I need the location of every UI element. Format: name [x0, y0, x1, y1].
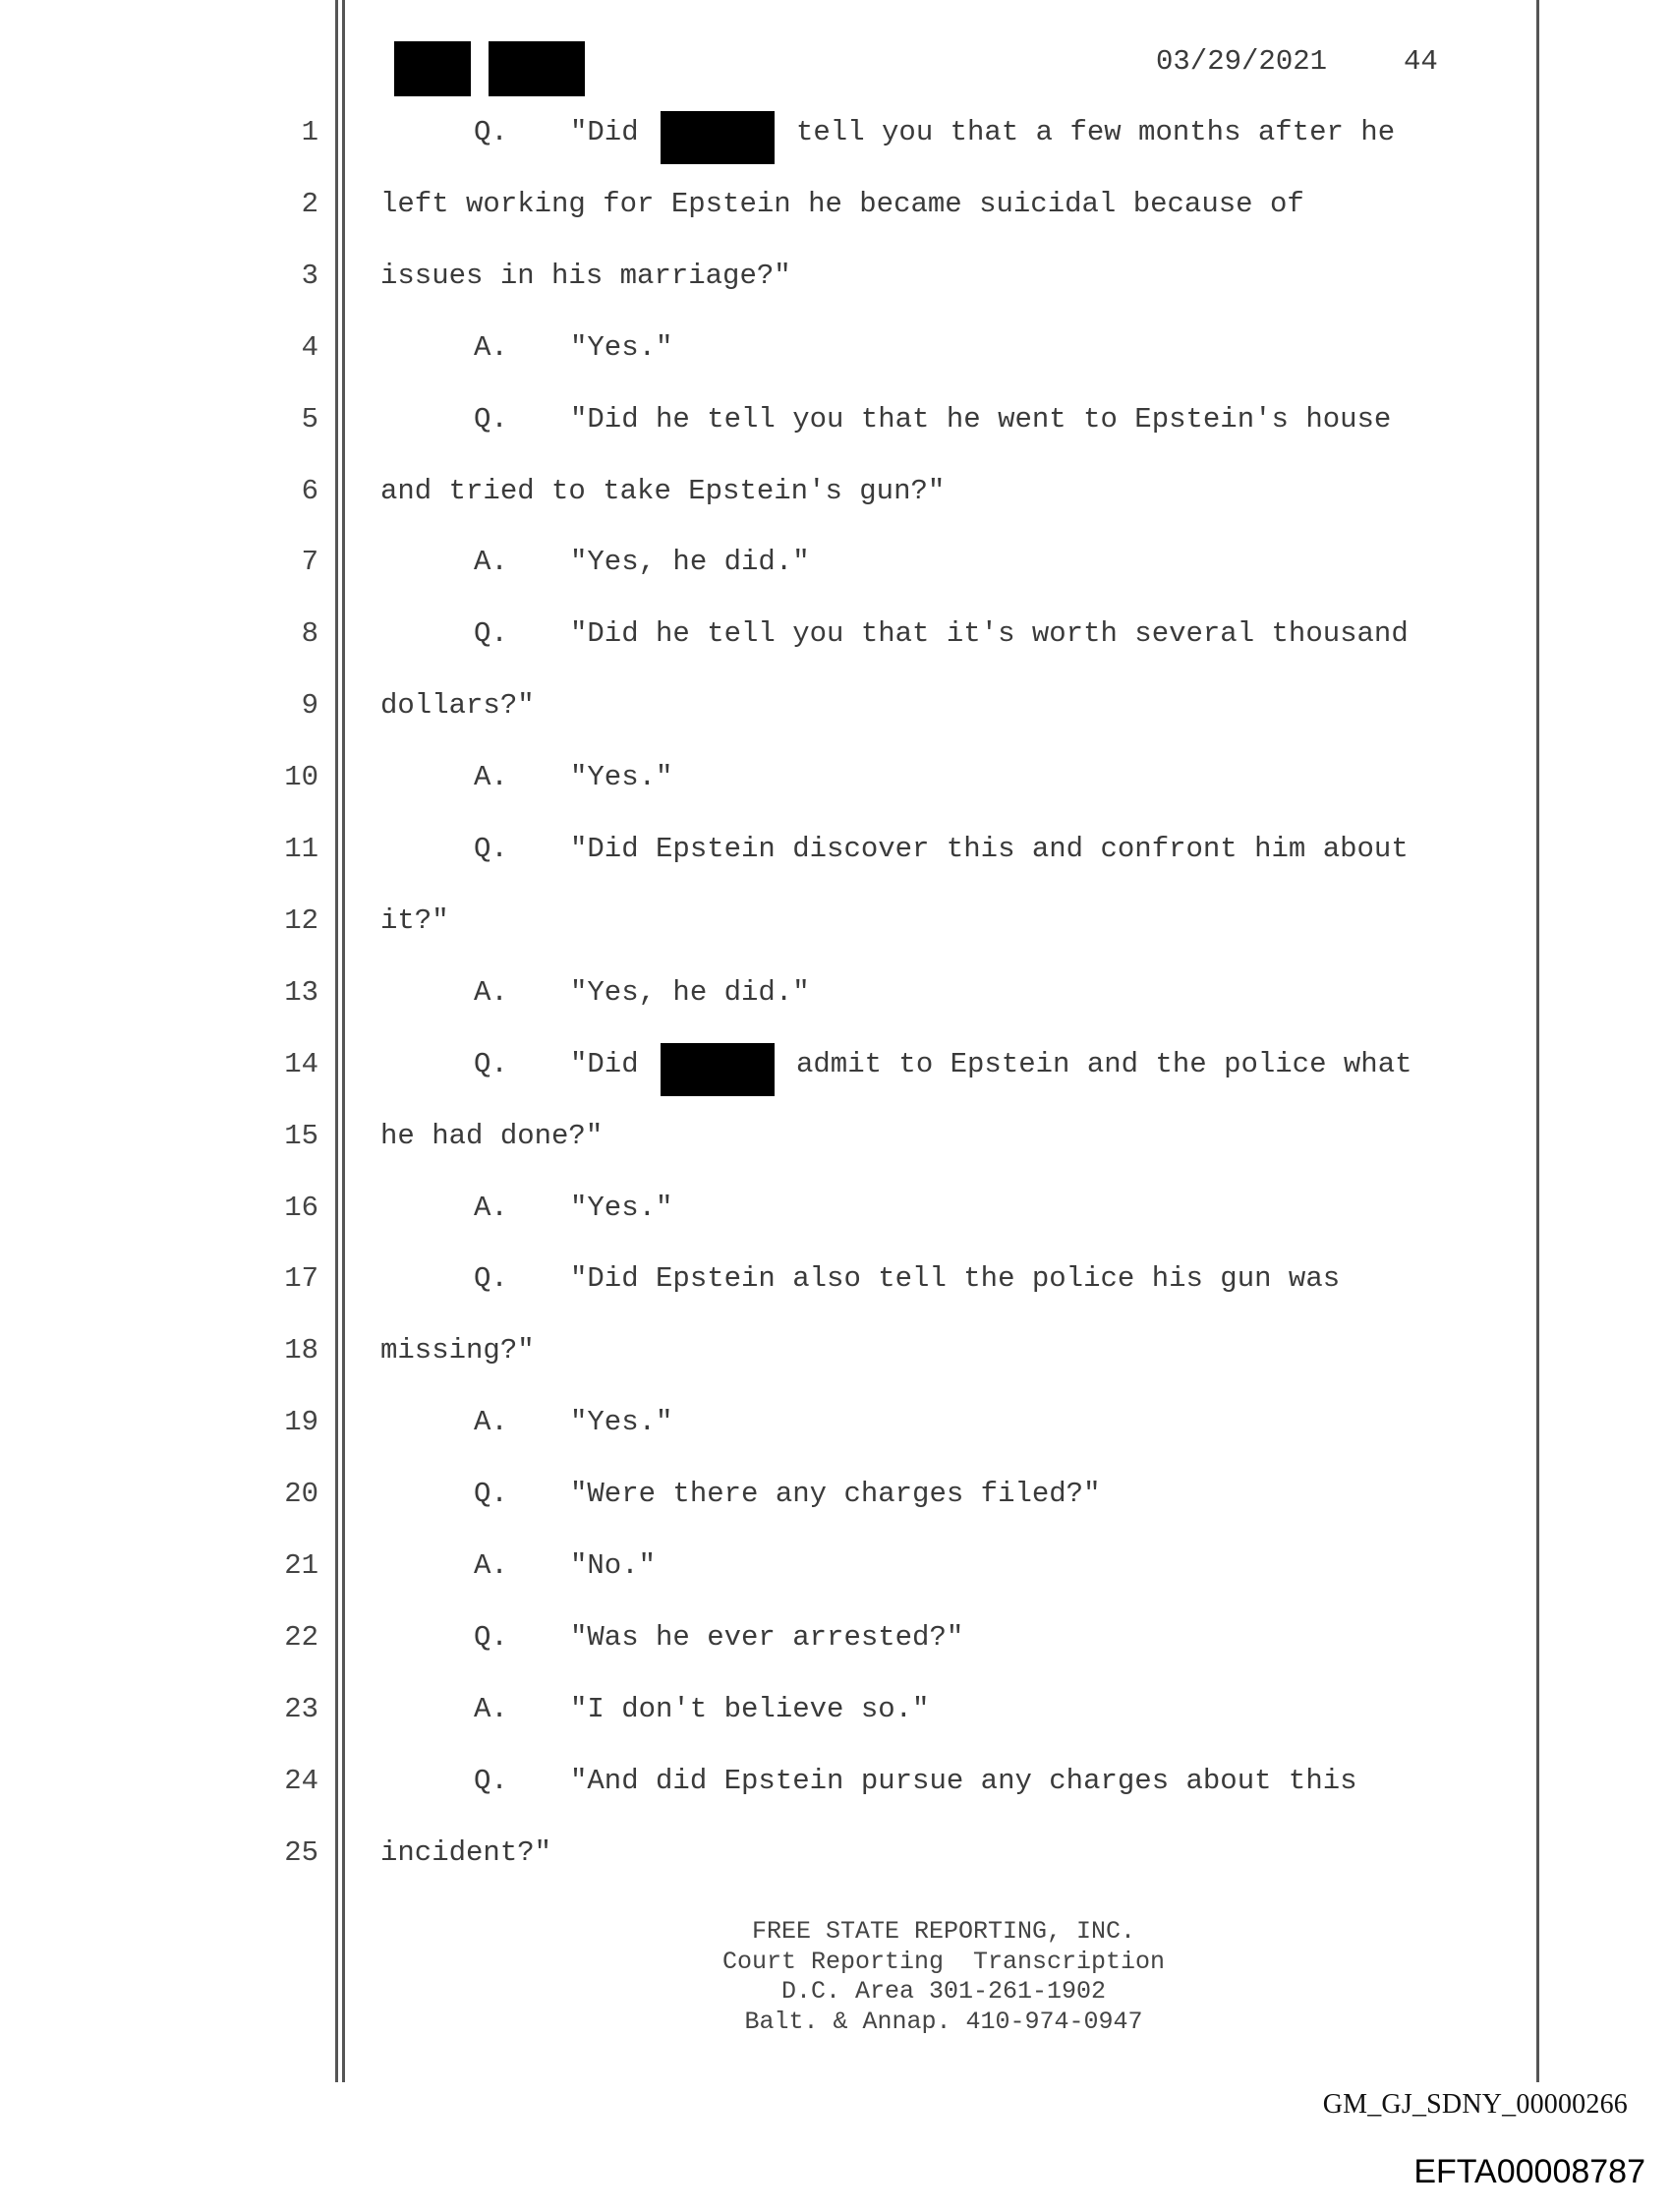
reporter-footer	[629, 1917, 1258, 2037]
line-number: 12	[284, 904, 318, 937]
line-number: 19	[284, 1406, 318, 1438]
line-number: 11	[284, 833, 318, 865]
line-text: "And did Epstein pursue any charges about this	[570, 1765, 1357, 1797]
line-number: 20	[284, 1478, 318, 1510]
speaker-label: A.	[474, 976, 508, 1009]
speaker-label: Q.	[474, 1262, 508, 1295]
line-text: "Were there any charges filed?"	[570, 1478, 1101, 1510]
line-text: "Yes."	[570, 761, 673, 793]
line-text: "I don't believe so."	[570, 1693, 930, 1725]
line-number: 22	[284, 1621, 318, 1654]
name-redaction	[661, 111, 775, 164]
line-text: issues in his marriage?"	[380, 260, 791, 292]
line-number: 2	[301, 188, 318, 220]
name-redaction	[661, 1043, 775, 1096]
left-margin-rule-inner	[342, 0, 345, 2082]
footer-dc-area: D.C. Area 301-261-1902	[780, 1977, 1107, 2006]
line-text: "Yes, he did."	[570, 546, 810, 578]
efta-number: EFTA00008787	[1413, 2153, 1645, 2190]
line-number: 3	[301, 260, 318, 292]
speaker-label: A.	[474, 1192, 508, 1224]
line-number: 24	[284, 1765, 318, 1797]
speaker-label: Q.	[474, 1621, 508, 1654]
line-text-before-redaction: "Did	[570, 116, 639, 148]
footer-company: FREE STATE REPORTING, INC.	[751, 1917, 1136, 1946]
line-text: and tried to take Epstein's gun?"	[380, 475, 946, 507]
line-number: 8	[301, 617, 318, 650]
line-text: "Did he tell you that it's worth several thousand	[570, 617, 1409, 650]
speaker-label: A.	[474, 1549, 508, 1582]
line-text: it?"	[380, 904, 449, 937]
speaker-label: Q.	[474, 1478, 508, 1510]
line-text: "Did Epstein also tell the police his gun was	[570, 1262, 1341, 1295]
speaker-label: Q.	[474, 116, 508, 148]
line-text: "Yes."	[570, 1406, 673, 1438]
line-number: 10	[284, 761, 318, 793]
line-text: "Yes."	[570, 331, 673, 364]
speaker-label: Q.	[474, 617, 508, 650]
line-text: "Yes."	[570, 1192, 673, 1224]
line-text: missing?"	[380, 1334, 535, 1367]
line-number: 9	[301, 689, 318, 722]
speaker-label: A.	[474, 1693, 508, 1725]
transcript-date: 03/29/2021	[1156, 45, 1328, 78]
line-text: left working for Epstein he became suicidal because of	[380, 188, 1304, 220]
line-text: he had done?"	[380, 1120, 604, 1152]
line-text-after-redaction: admit to Epstein and the police what	[796, 1048, 1412, 1080]
line-number: 16	[284, 1192, 318, 1224]
right-margin-rule	[1536, 0, 1539, 2082]
header-redaction-1	[394, 41, 471, 96]
line-number: 25	[284, 1836, 318, 1869]
line-text: "Yes, he did."	[570, 976, 810, 1009]
line-number: 1	[301, 116, 318, 148]
line-text-after-redaction: tell you that a few months after he	[796, 116, 1396, 148]
line-text: "Did Epstein discover this and confront him about	[570, 833, 1409, 865]
header-redaction-2	[489, 41, 585, 96]
line-number: 23	[284, 1693, 318, 1725]
line-text: "Did he tell you that he went to Epstein's house	[570, 403, 1392, 436]
footer-balt-annap: Balt. & Annap. 410-974-0947	[744, 2007, 1143, 2036]
speaker-label: A.	[474, 761, 508, 793]
line-number: 4	[301, 331, 318, 364]
footer-services: Court Reporting Transcription	[721, 1947, 1166, 1976]
speaker-label: Q.	[474, 1765, 508, 1797]
line-number: 14	[284, 1048, 318, 1080]
speaker-label: A.	[474, 1406, 508, 1438]
line-text: incident?"	[380, 1836, 552, 1869]
line-number: 5	[301, 403, 318, 436]
line-number: 15	[284, 1120, 318, 1152]
line-number: 13	[284, 976, 318, 1009]
line-text: "Was he ever arrested?"	[570, 1621, 964, 1654]
speaker-label: A.	[474, 331, 508, 364]
speaker-label: Q.	[474, 1048, 508, 1080]
line-number: 6	[301, 475, 318, 507]
line-text: dollars?"	[380, 689, 535, 722]
page-number: 44	[1404, 45, 1438, 78]
left-margin-rule-outer	[335, 0, 338, 2082]
bates-number: GM_GJ_SDNY_00000266	[1322, 2089, 1628, 2120]
line-text: "No."	[570, 1549, 657, 1582]
speaker-label: Q.	[474, 833, 508, 865]
line-number: 21	[284, 1549, 318, 1582]
line-number: 18	[284, 1334, 318, 1367]
line-number: 7	[301, 546, 318, 578]
speaker-label: A.	[474, 546, 508, 578]
speaker-label: Q.	[474, 403, 508, 436]
line-number: 17	[284, 1262, 318, 1295]
line-text-before-redaction: "Did	[570, 1048, 639, 1080]
